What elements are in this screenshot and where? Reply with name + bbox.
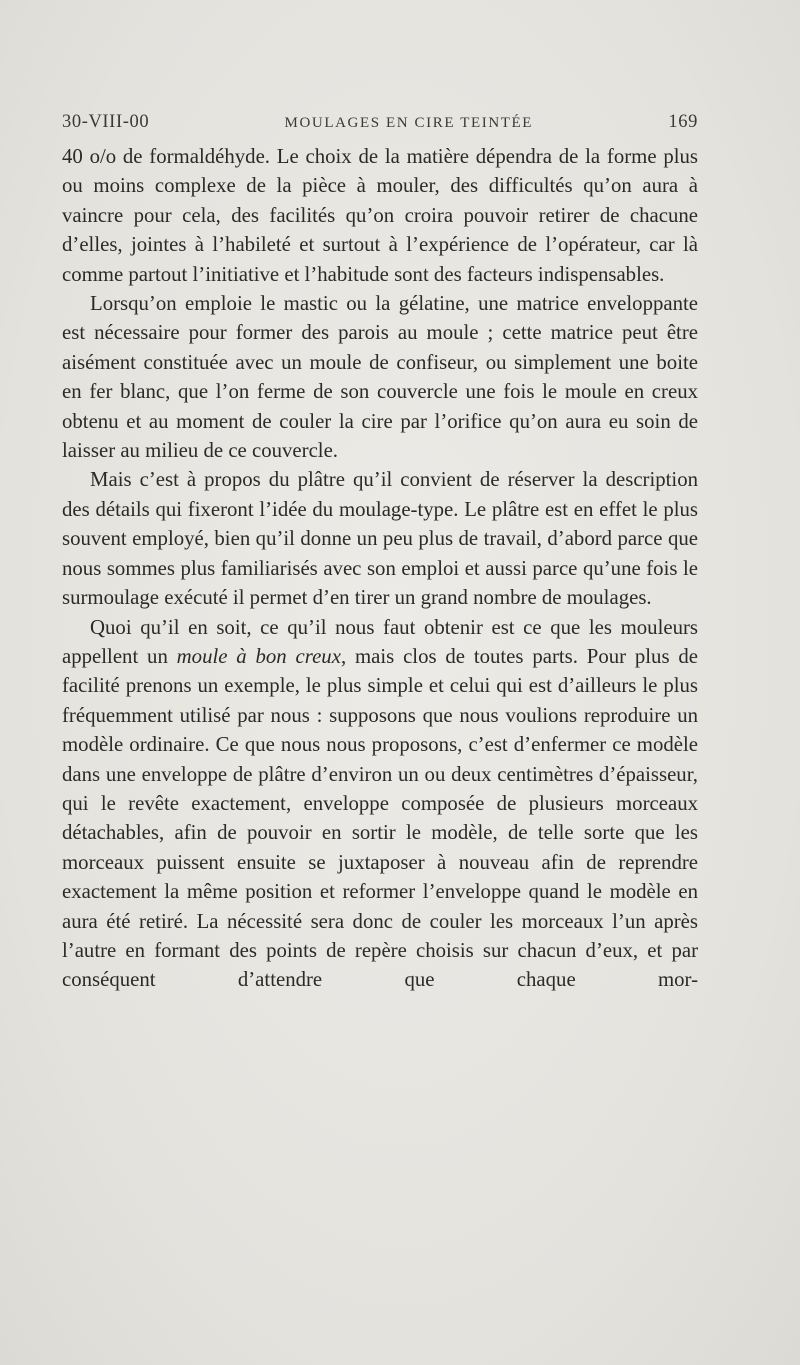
term-moule-a-bon-creux: moule à bon creux xyxy=(176,644,341,668)
paragraph-2: Lorsqu’on emploie le mastic ou la gélatine, une matrice enveloppante est nécessaire pour former des parois au moule ; cette matrice peut être aisément constituée avec un moule de confiseur, ou simplement une boite en fer blanc, que l’on ferme de son couvercle une fois le moule en creux obtenu et au moment de couler la cire par l’orifice qu’on aura eu soin de laisser au milieu de ce couvercle. xyxy=(62,292,698,463)
running-head xyxy=(62,112,698,142)
paragraph-1: 40 o/o de formaldéhyde. Le choix de la matière dépendra de la forme plus ou moins complexe de la pièce à mouler, des difficultés qu’on aura à vaincre pour cela, des facilités qu’on croira pouvoir retirer de chacune d’elles, jointes à l’habileté et surtout à l’expérience de l’opérateur, car là comme partout l’initiative et l’habitude sont des facteurs indispensables. xyxy=(62,145,698,286)
paragraph-4 xyxy=(62,613,698,995)
page-number: 169 xyxy=(668,112,698,132)
page-date: 30-VIII-00 xyxy=(62,112,150,132)
paragraph-4-end: , mais clos de toutes parts. Pour plus de facilité prenons un exemple, le plus simple et celui qui est d’ailleurs le plus fréquemment utilisé par nous : supposons que nous voulions reproduire un modèle ordinaire. Ce que nous nous proposons, c’est d’enfermer ce modèle dans une enveloppe de plâtre d’environ un ou deux centimètres d’épaisseur, qui le revête exactement, enveloppe composée de plusieurs morceaux détachables, afin de pouvoir en sortir le modèle, de telle sorte que les morceaux puissent ensuite se juxtaposer à nouveau afin de reprendre exactement la même position et reformer l’enveloppe quand le modèle en aura été retiré. La nécessité sera donc de couler les morceaux l’un après l’autre en formant des points de repère choisis sur chacun d’eux, et par conséquent d’attendre que chaque mor- xyxy=(62,644,698,992)
chapter-title: MOULAGES EN CIRE TEINTÉE xyxy=(284,115,534,131)
book-page xyxy=(62,112,698,995)
paragraph-4-start: Quoi qu’il en soit, ce qu’il nous faut obtenir est ce que les mouleurs appellent un xyxy=(62,615,698,668)
paragraph-3: Mais c’est à propos du plâtre qu’il convient de réserver la description des détails qui fixeront l’idée du moulage-type. Le plâtre est en effet le plus souvent employé, bien qu’il donne un peu plus de travail, d’abord parce que nous sommes plus familiarisés avec son emploi et aussi parce qu’une fois le surmoulage exécuté il permet d’en tirer un grand nombre de moulages. xyxy=(62,468,698,610)
body-text xyxy=(62,142,698,995)
